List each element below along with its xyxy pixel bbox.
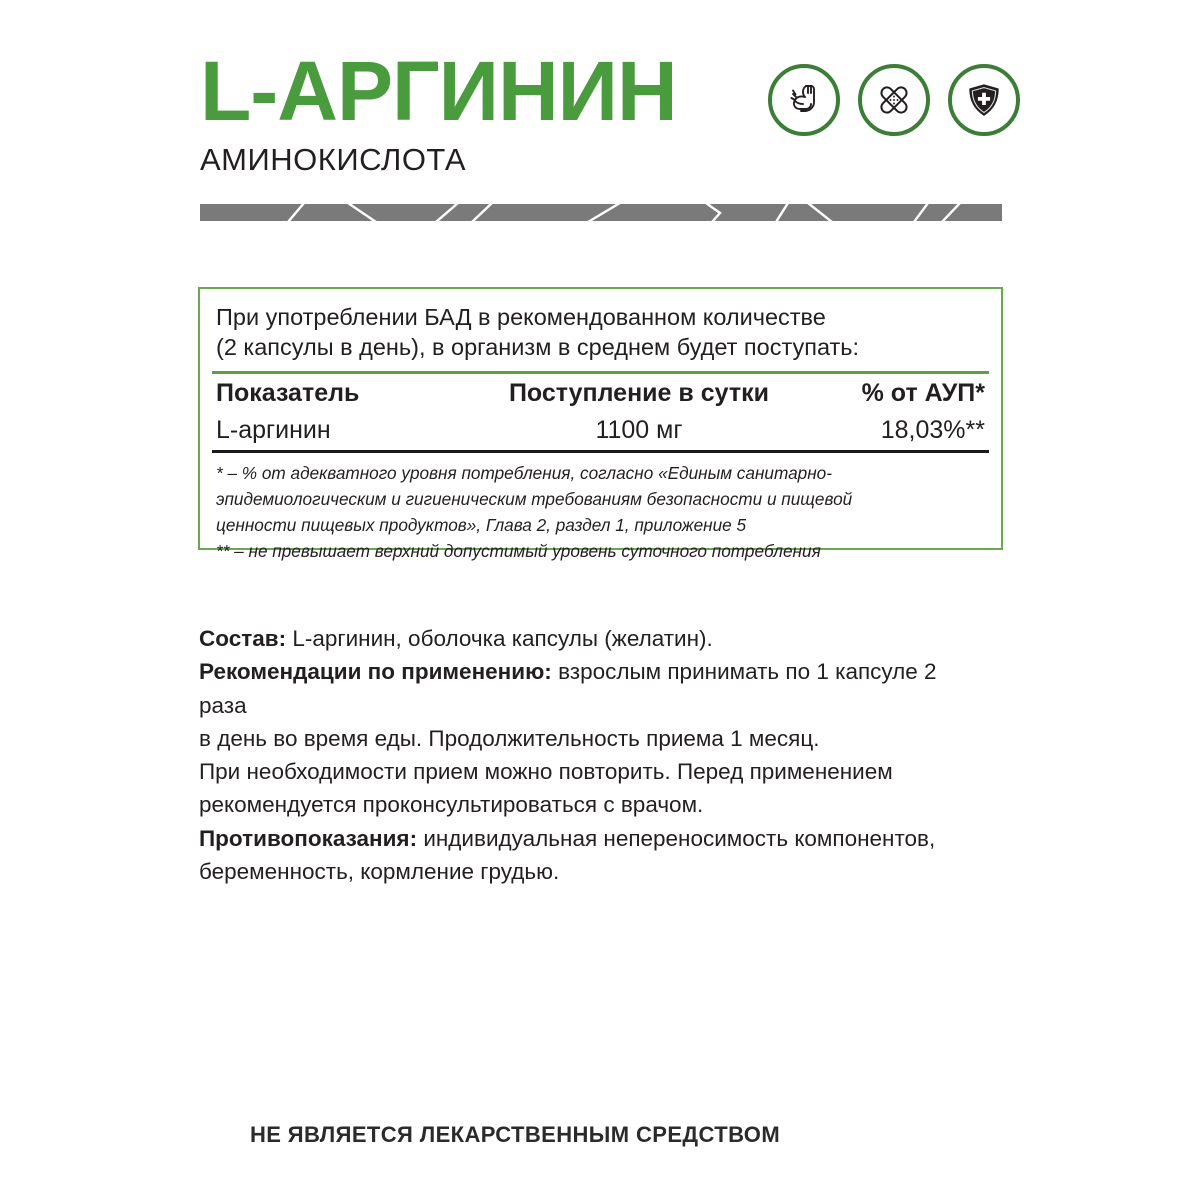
product-information — [199, 622, 989, 888]
usage-paragraph — [199, 655, 989, 722]
muscle-flex-icon — [784, 80, 824, 120]
nutrition-intro-line-2: (2 капсулы в день), в организм в среднем будет поступать: — [216, 334, 860, 361]
column-header-daily-intake: Поступление в сутки — [508, 379, 769, 408]
footnote-line-2: эпидемиологическим и гигиеническим требованиям безопасности и пищевой — [216, 488, 853, 509]
benefit-badges — [768, 64, 1020, 136]
contraindications-text: индивидуальная непереносимость компонентов, — [417, 825, 936, 851]
column-header-indicator: Показатель — [216, 379, 360, 408]
nutrition-intro — [200, 289, 1001, 362]
not-a-medicine-disclaimer: НЕ ЯВЛЯЕТСЯ ЛЕКАРСТВЕННЫМ СРЕДСТВОМ — [249, 1122, 781, 1147]
shield-plus-icon — [964, 80, 1004, 120]
usage-line-4: рекомендуется проконсультироваться с врачом. — [199, 792, 704, 818]
decorative-divider-bar — [200, 204, 1002, 221]
label-header — [200, 44, 1020, 192]
nutrition-facts-panel — [198, 287, 1003, 561]
nutrient-name: L-аргинин — [216, 416, 331, 445]
footnote-line-1: * – % от адекватного уровня потребления, согласно «Единым санитарно- — [216, 463, 832, 484]
table-row — [212, 411, 989, 448]
contraindications-line-2: беременность, кормление грудью. — [199, 859, 560, 885]
nutrition-table — [212, 374, 989, 448]
usage-label: Рекомендации по применению: — [199, 659, 552, 685]
badge-recovery — [858, 64, 930, 136]
column-header-percent-aup: % от АУП* — [861, 379, 985, 408]
nutrient-amount: 1100 мг — [595, 416, 683, 445]
composition-paragraph — [199, 622, 989, 655]
nutrient-percent: 18,03%** — [880, 416, 985, 445]
footnote-line-4: ** – не превышает верхний допустимый уровень суточного потребления — [216, 540, 821, 561]
table-header-row — [212, 374, 989, 411]
usage-line-2: в день во время еды. Продолжительность приема 1 месяц. — [199, 725, 820, 751]
bandage-cross-icon — [874, 80, 914, 120]
nutrition-footnotes — [200, 453, 1001, 564]
badge-muscle — [768, 64, 840, 136]
footnote-line-3: ценности пищевых продуктов», Глава 2, раздел 1, приложение 5 — [216, 514, 747, 535]
composition-text: L-аргинин, оболочка капсулы (желатин). — [286, 626, 713, 651]
usage-text: взрослым принимать по 1 капсуле 2 раза — [199, 659, 937, 718]
contraindications-label: Противопоказания: — [199, 825, 418, 851]
page-title: L-АРГИНИН — [200, 44, 677, 138]
nutrition-intro-line-1: При употреблении БАД в рекомендованном количестве — [216, 304, 826, 330]
contraindications-paragraph — [199, 822, 989, 855]
usage-line-3: При необходимости прием можно повторить. Перед применением — [199, 759, 893, 785]
title-block — [200, 44, 740, 177]
product-subtitle: АМИНОКИСЛОТА — [200, 141, 467, 177]
badge-protection — [948, 64, 1020, 136]
composition-label: Состав: — [199, 626, 287, 651]
